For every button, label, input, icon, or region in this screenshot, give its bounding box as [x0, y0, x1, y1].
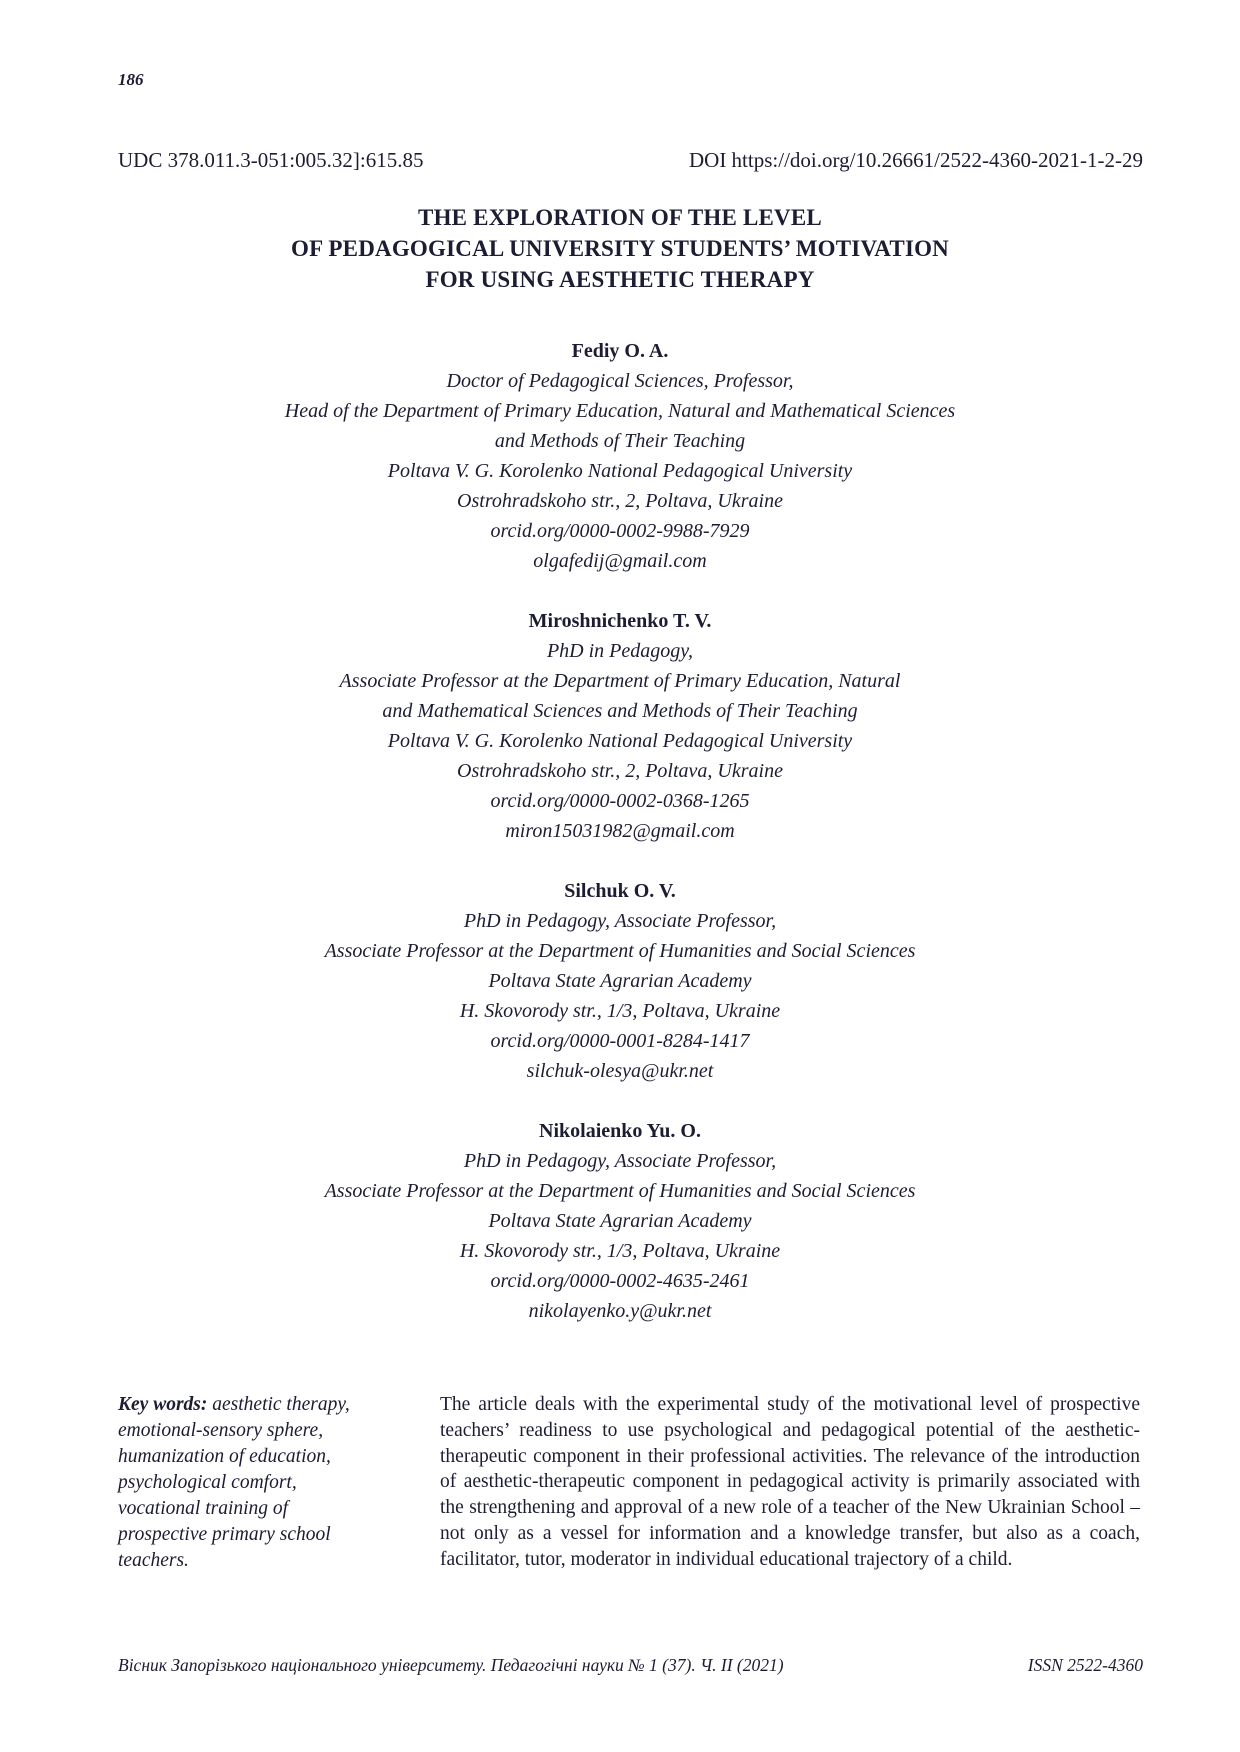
author-detail-line: Associate Professor at the Department of Humanities and Social Sciences	[324, 940, 916, 962]
author-detail-line: Ostrohradskoho str., 2, Poltava, Ukraine	[457, 490, 783, 512]
author-details	[0, 906, 1240, 1086]
author-detail-line: PhD in Pedagogy, Associate Professor,	[463, 1150, 777, 1172]
author-detail-line: miron15031982@gmail.com	[505, 820, 735, 842]
author-name: Fediy O. A.	[571, 340, 669, 362]
udc-code: UDC 378.011.3-051:005.32]:615.85	[118, 148, 424, 172]
author-detail-line: silchuk-olesya@ukr.net	[526, 1060, 714, 1082]
author-block-nikolaienko	[0, 1116, 1240, 1326]
author-detail-line: Doctor of Pedagogical Sciences, Professor,	[446, 370, 794, 392]
doi-text: DOI https://doi.org/10.26661/2522-4360-2021-1-2-29	[688, 148, 1143, 172]
author-detail-line: Associate Professor at the Department of Primary Education, Natural	[339, 670, 901, 692]
author-detail-line: PhD in Pedagogy, Associate Professor,	[463, 910, 777, 932]
author-detail-line: nikolayenko.y@ukr.net	[528, 1300, 712, 1322]
author-name: Miroshnichenko T. V.	[528, 610, 712, 632]
keywords-label: Key words:	[118, 1394, 208, 1415]
author-detail-line: H. Skovorody str., 1/3, Poltava, Ukraine	[459, 1240, 781, 1262]
author-details	[0, 636, 1240, 846]
author-detail-line: Head of the Department of Primary Education, Natural and Mathematical Sciences	[284, 400, 956, 422]
author-detail-line: Ostrohradskoho str., 2, Poltava, Ukraine	[457, 760, 783, 782]
abstract-section	[118, 1392, 1140, 1574]
abstract-text: The article deals with the experimental study of the motivational level of prospective teachers’ readiness to use psychological and pedagogical potential of the aesthetic-therapeutic component in their professional activities. The relevance of the introduction of aesthetic-therapeutic component in pedagogical activity is primarily associated with the strengthening and approval of a new role of a teacher of the New Ukrainian School – not only as a vessel for information and a knowledge transfer, but also as a coach, facilitator, tutor, moderator in individual educational trajectory of a child.	[440, 1394, 1140, 1570]
author-detail-line: orcid.org/0000-0002-4635-2461	[490, 1270, 750, 1292]
author-block-fediy	[0, 336, 1240, 576]
footer-issn: ISSN 2522-4360	[1027, 1655, 1143, 1675]
author-detail-line: Associate Professor at the Department of Humanities and Social Sciences	[324, 1180, 916, 1202]
article-title-line-1: THE EXPLORATION OF THE LEVEL	[418, 205, 822, 230]
author-detail-line: Poltava State Agrarian Academy	[488, 970, 752, 992]
article-title	[60, 202, 1180, 295]
keywords-text: aesthetic therapy, emotional-sensory sphere, humanization of education, psychological comfort, vocational training of prospective primary school teachers.	[118, 1394, 350, 1571]
author-detail-line: Poltava V. G. Korolenko National Pedagogical University	[387, 730, 853, 752]
author-detail-line: orcid.org/0000-0002-0368-1265	[490, 790, 750, 812]
author-detail-line: orcid.org/0000-0001-8284-1417	[490, 1030, 750, 1052]
authors-section	[0, 336, 1240, 1356]
article-title-line-3: FOR USING AESTHETIC THERAPY	[425, 267, 815, 292]
author-block-silchuk	[0, 876, 1240, 1086]
author-name: Nikolaienko Yu. O.	[539, 1120, 701, 1142]
keywords-block	[118, 1392, 380, 1574]
author-detail-line: Poltava V. G. Korolenko National Pedagogical University	[387, 460, 853, 482]
author-detail-line: H. Skovorody str., 1/3, Poltava, Ukraine	[459, 1000, 781, 1022]
author-detail-line: and Mathematical Sciences and Methods of Their Teaching	[382, 700, 858, 722]
author-detail-line: olgafedij@gmail.com	[533, 550, 707, 572]
footer-journal: Вісник Запорізького національного університету. Педагогічні науки № 1 (37). Ч. ІІ (2021)	[118, 1655, 784, 1675]
author-details	[0, 366, 1240, 576]
author-detail-line: and Methods of Their Teaching	[494, 430, 746, 452]
page-footer	[118, 1655, 1143, 1676]
page-number: 186	[118, 70, 144, 89]
author-detail-line: PhD in Pedagogy,	[546, 640, 694, 662]
author-detail-line: orcid.org/0000-0002-9988-7929	[490, 520, 750, 542]
udc-doi-row	[118, 148, 1143, 173]
author-details	[0, 1146, 1240, 1326]
author-name: Silchuk O. V.	[564, 880, 676, 902]
article-title-line-2: OF PEDAGOGICAL UNIVERSITY STUDENTS’ MOTIVATION	[291, 236, 949, 261]
author-block-miroshnichenko	[0, 606, 1240, 846]
author-detail-line: Poltava State Agrarian Academy	[488, 1210, 752, 1232]
